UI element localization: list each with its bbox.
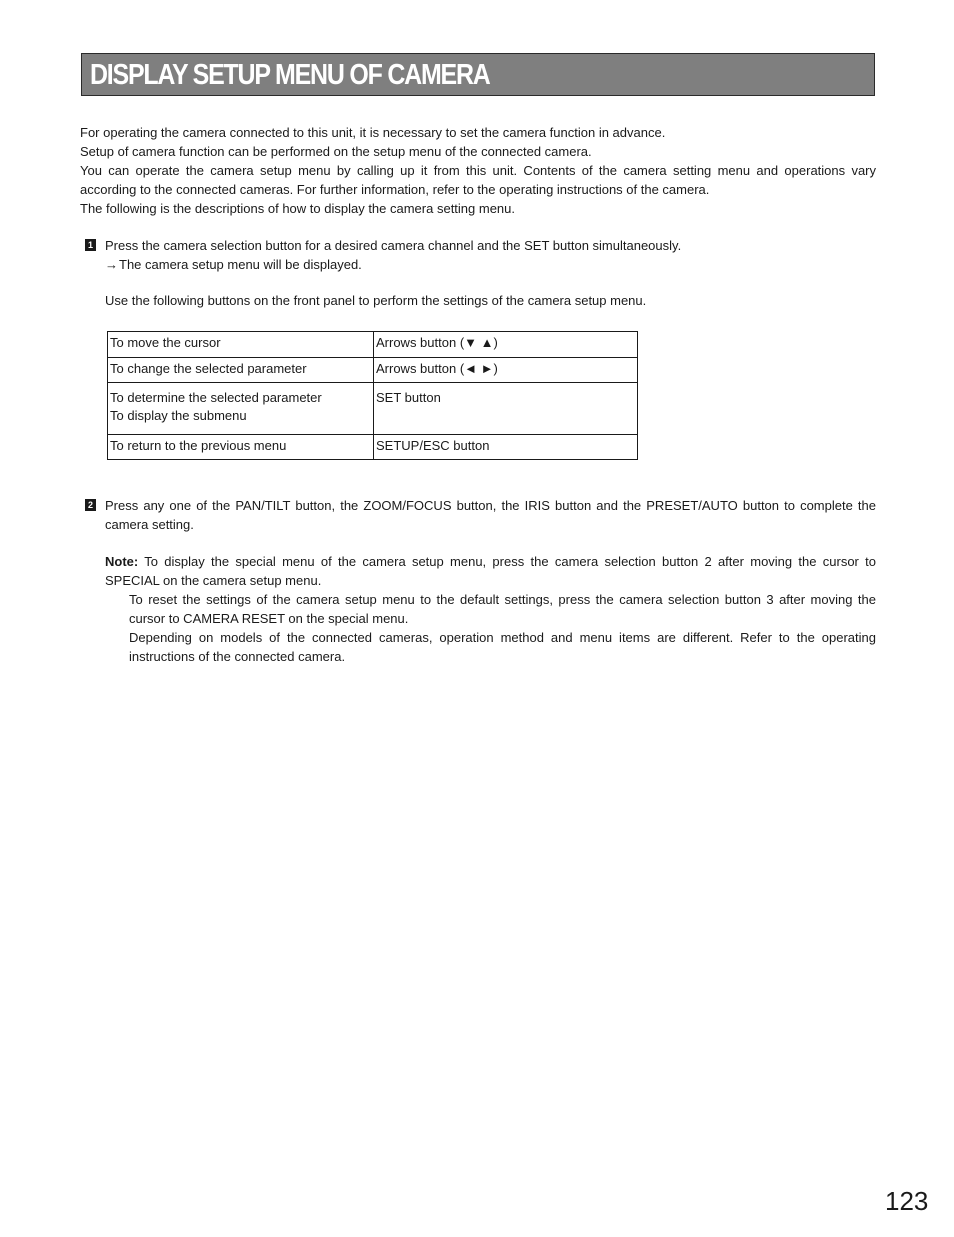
step-number-badge: 1 — [85, 239, 96, 251]
table-cell-button: SET button — [374, 383, 638, 435]
intro-paragraph: You can operate the camera setup menu by calling up it from this unit. Contents of the camera setting menu and operations vary according to the connected cameras. For further information, refer to the operating instructions of the camera. — [80, 163, 876, 197]
button-table — [107, 331, 638, 460]
note-section — [105, 552, 876, 666]
intro-paragraph: Setup of camera function can be performed on the setup menu of the connected camera. — [80, 144, 592, 159]
step-instruction: Press the camera selection button for a desired camera channel and the SET button simultaneously. — [105, 238, 682, 253]
intro-paragraph: The following is the descriptions of how to display the camera setting menu. — [80, 201, 516, 216]
step-1 — [85, 236, 876, 274]
right-arrow-icon: → — [105, 257, 118, 272]
title-bar — [81, 53, 875, 96]
note-item: To reset the settings of the camera setup menu to the default settings, press the camera selection button 3 after moving the cursor to CAMERA RESET on the special menu. — [129, 592, 876, 626]
step-result — [105, 255, 876, 274]
table-row — [108, 383, 638, 435]
table-row — [108, 358, 638, 383]
table-cell-action: To return to the previous menu — [108, 435, 374, 460]
panel-note: Use the following buttons on the front panel to perform the settings of the camera setup menu. — [105, 293, 647, 308]
table-cell-action-line: To display the submenu — [110, 408, 247, 423]
note-text: To display the special menu of the camera setup menu, press the camera selection button 2 after moving the cursor to SPECIAL on the camera setup menu. — [105, 554, 876, 588]
table-row — [108, 332, 638, 358]
page-number: 123 — [885, 1186, 929, 1216]
step-number-badge: 2 — [85, 499, 96, 511]
table-cell-action-line: To determine the selected parameter — [110, 390, 322, 405]
step-instruction: Press any one of the PAN/TILT button, the ZOOM/FOCUS button, the IRIS button and the PRESET/AUTO button to complete the camera setting. — [105, 498, 876, 532]
page-title: DISPLAY SETUP MENU OF CAMERA — [90, 59, 490, 91]
table-cell-button: Arrows button (◄ ►) — [374, 358, 638, 383]
table-cell-button: SETUP/ESC button — [374, 435, 638, 460]
table-cell-button: Arrows button (▼ ▲) — [374, 332, 638, 358]
intro-section — [80, 123, 876, 218]
table-cell-action: To move the cursor — [108, 332, 374, 358]
note-label: Note: — [105, 554, 139, 569]
step-result-text: The camera setup menu will be displayed. — [119, 257, 362, 272]
intro-paragraph: For operating the camera connected to this unit, it is necessary to set the camera function in advance. — [80, 125, 666, 140]
table-cell-action — [108, 383, 374, 435]
table-cell-action: To change the selected parameter — [108, 358, 374, 383]
note-first — [105, 552, 876, 590]
table-row — [108, 435, 638, 460]
note-item: Depending on models of the connected cameras, operation method and menu items are different. Refer to the operating instructions of the connected camera. — [129, 630, 876, 664]
step-2 — [85, 496, 876, 534]
